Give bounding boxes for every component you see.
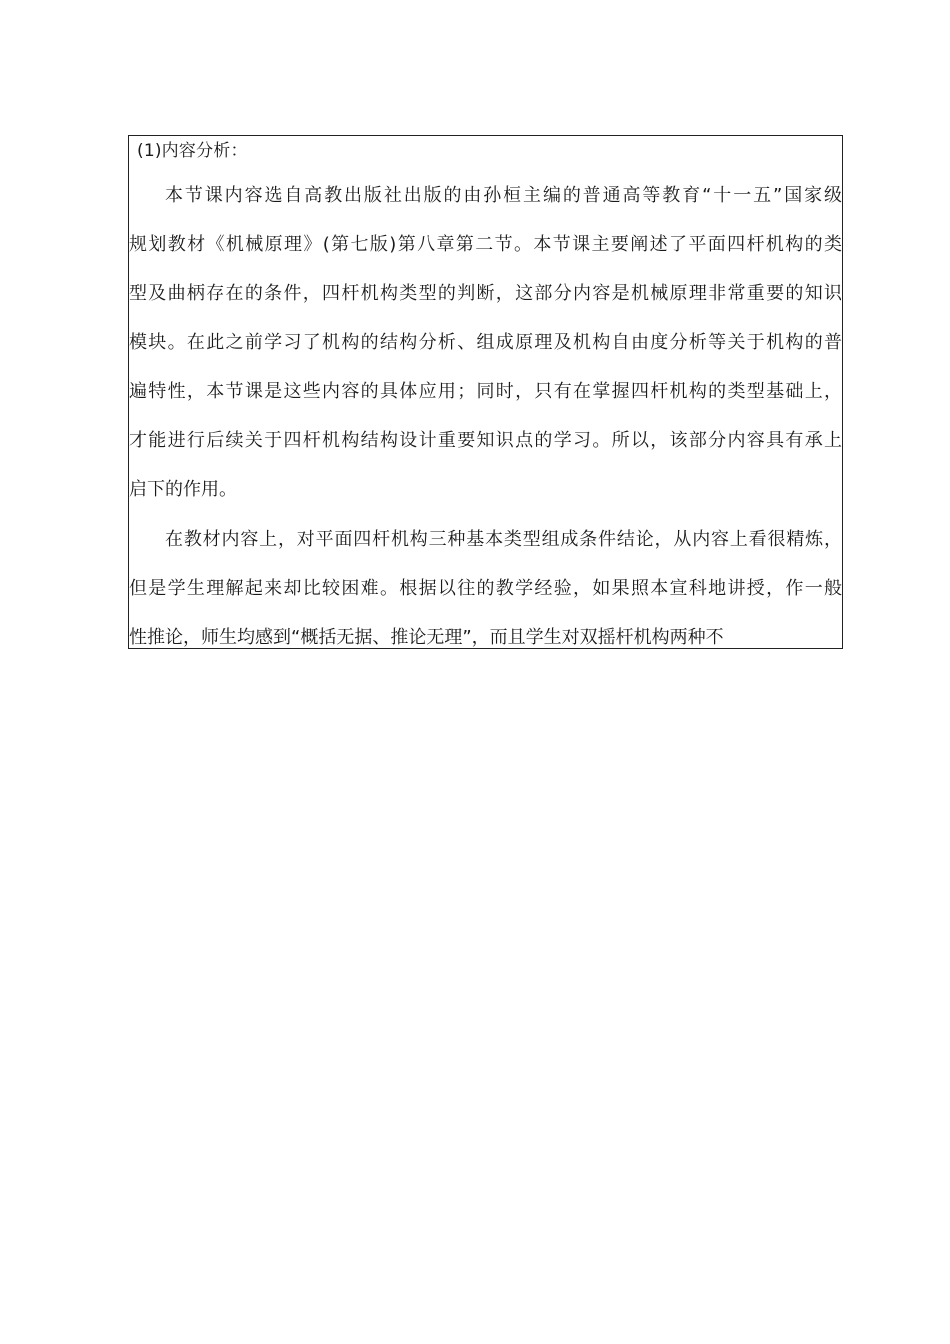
paragraph-2-line-2: 但是学生理解起来却比较困难。根据以往的教学经验，如果照本宣科地讲授，作一般 bbox=[129, 578, 842, 599]
paragraph-2-line-1: 在教材内容上，对平面四杆机构三种基本类型组成条件结论，从内容上看很精炼， bbox=[165, 529, 842, 550]
paragraph-1-line-7: 启下的作用。 bbox=[129, 479, 237, 500]
paragraph-1-line-5: 遍特性，本节课是这些内容的具体应用；同时，只有在掌握四杆机构的类型基础上， bbox=[129, 381, 842, 402]
paragraph-1-line-3: 型及曲柄存在的条件，四杆机构类型的判断，这部分内容是机械原理非常重要的知识 bbox=[129, 283, 842, 304]
paragraph-1-line-6: 才能进行后续关于四杆机构结构设计重要知识点的学习。所以，该部分内容具有承上 bbox=[129, 430, 842, 451]
paragraph-1-line-1: 本节课内容选自高教出版社出版的由孙桓主编的普通高等教育“十一五”国家级 bbox=[165, 185, 842, 206]
paragraph-1-line-2: 规划教材《机械原理》(第七版)第八章第二节。本节课主要阐述了平面四杆机构的类 bbox=[129, 234, 842, 255]
section-heading: (1)内容分析： bbox=[137, 141, 248, 161]
paragraph-1-line-4: 模块。在此之前学习了机构的结构分析、组成原理及机构自由度分析等关于机构的普 bbox=[129, 332, 842, 353]
content-table-cell bbox=[128, 135, 843, 649]
paragraph-2-line-3: 性推论，师生均感到“概括无据、推论无理”，而且学生对双摇杆机构两种不 bbox=[129, 627, 724, 648]
